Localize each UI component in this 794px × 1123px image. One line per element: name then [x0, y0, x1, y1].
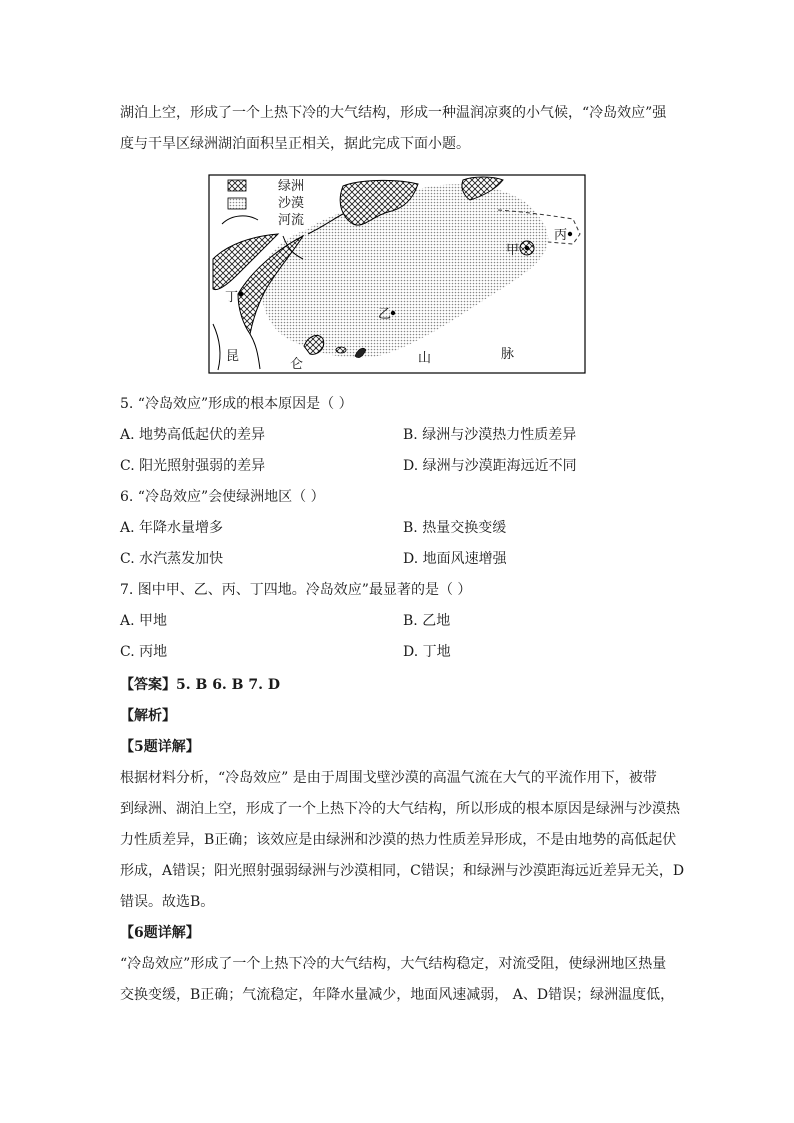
- detail-5-header: 【5题详解】: [120, 739, 200, 755]
- q5-option-c: C. 阳光照射强弱的差异: [120, 458, 266, 474]
- detail-6-header: 【6题详解】: [120, 925, 200, 941]
- marker-ding: [239, 292, 243, 296]
- marker-yi: [391, 311, 395, 315]
- intro-line-1: 湖泊上空，形成了一个上热下冷的大气结构，形成一种温润凉爽的小气候，“冷岛效应”强: [120, 105, 667, 121]
- legend-desert-label: 沙漠: [278, 196, 305, 211]
- legend-oasis-swatch: [228, 180, 246, 191]
- q5-option-a: A. 地势高低起伏的差异: [120, 427, 266, 443]
- answer-line: 【答案】5. B 6. B 7. D: [120, 677, 281, 693]
- oasis-tiny-1: [336, 347, 346, 353]
- oasis-desert-map: [208, 174, 586, 374]
- mountain-char-3: 山: [418, 351, 432, 366]
- legend-desert-swatch: [228, 198, 246, 209]
- detail-6-line-2: 交换变缓，B正确；气流稳定，年降水量减少，地面风速减弱， A、D错误；绿洲温度低，: [120, 987, 675, 1003]
- analysis-header: 【解析】: [120, 708, 176, 724]
- mountain-char-4: 脉: [501, 347, 515, 362]
- q6-option-a: A. 年降水量增多: [120, 520, 224, 536]
- q6-option-d: D. 地面风速增强: [403, 551, 507, 567]
- q5-stem: 5. “冷岛效应”形成的根本原因是（ ）: [120, 396, 353, 412]
- detail-5-line-2: 到绿洲、湖泊上空，形成了一个上热下冷的大气结构，所以形成的根本原因是绿洲与沙漠热: [120, 801, 680, 817]
- mountain-char-1: 昆: [226, 349, 240, 364]
- legend-oasis-label: 绿洲: [278, 179, 305, 194]
- q7-option-c: C. 丙地: [120, 644, 168, 660]
- q5-option-b: B. 绿洲与沙漠热力性质差异: [403, 427, 577, 443]
- detail-5-line-5: 错误。故选B。: [120, 894, 215, 910]
- q6-option-b: B. 热量交换变缓: [403, 520, 507, 536]
- detail-5-line-3: 力性质差异，B正确；该效应是由绿洲和沙漠的热力性质差异形成，不是由地势的高低起伏: [120, 832, 677, 848]
- q7-option-d: D. 丁地: [403, 644, 451, 660]
- legend-river-label: 河流: [278, 213, 305, 228]
- detail-5-line-4: 形成，A错误；阳光照射强弱绿洲与沙漠相同，C错误；和绿洲与沙漠距海远近差异无关，D: [120, 863, 685, 879]
- q7-option-b: B. 乙地: [403, 613, 451, 629]
- mountain-char-2: 仑: [290, 357, 304, 372]
- intro-line-2: 度与干旱区绿洲湖泊面积呈正相关，据此完成下面小题。: [120, 136, 470, 152]
- q5-option-d: D. 绿洲与沙漠距海远近不同: [403, 458, 577, 474]
- marker-jia: [525, 246, 529, 250]
- label-yi: 乙: [378, 307, 392, 322]
- label-bing: 丙: [554, 228, 568, 243]
- q7-option-a: A. 甲地: [120, 613, 168, 629]
- marker-bing: [568, 232, 572, 236]
- label-jia: 甲: [506, 243, 520, 258]
- q7-stem: 7. 图中甲、乙、丙、丁四地。冷岛效应”最显著的是（ ）: [120, 582, 472, 598]
- label-ding: 丁: [225, 290, 239, 305]
- detail-6-line-1: “冷岛效应”形成了一个上热下冷的大气结构，大气结构稳定，对流受阻，使绿洲地区热量: [120, 956, 667, 972]
- detail-5-line-1: 根据材料分析，“冷岛效应” 是由于周围戈壁沙漠的高温气流在大气的平流作用下，被带: [120, 770, 657, 786]
- q6-stem: 6. “冷岛效应”会使绿洲地区（ ）: [120, 489, 325, 505]
- q6-option-c: C. 水汽蒸发加快: [120, 551, 224, 567]
